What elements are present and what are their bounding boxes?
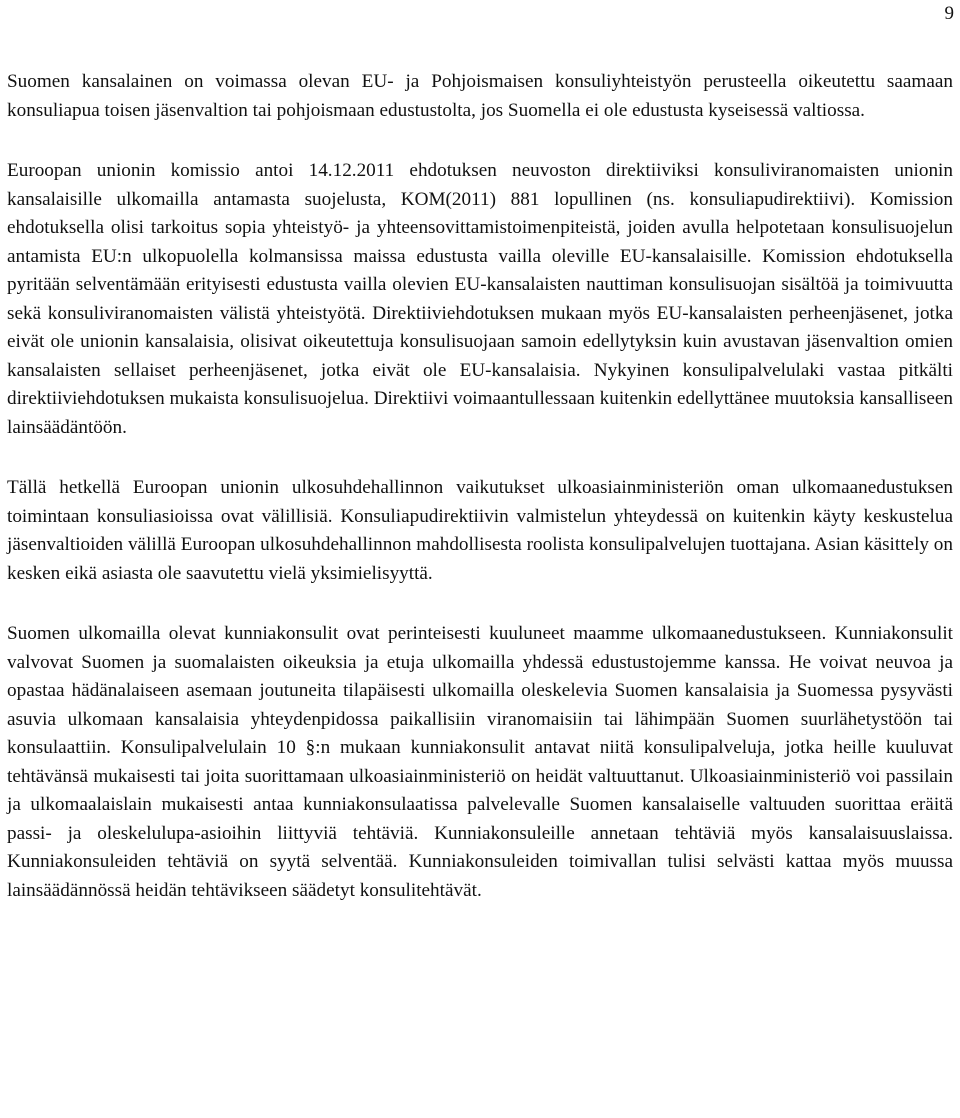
- page-number: 9: [944, 3, 954, 24]
- paragraph-honorary-consuls: Suomen ulkomailla olevat kunniakonsulit ovat perinteisesti kuuluneet maamme ulkomaanedustukseen. Kunniakonsulit valvovat Suomen ja suomalaisten oikeuksia ja etuja ulkomailla yhdessä edustustojemme kanssa. He voivat neuvoa ja opastaa hädänalaiseen asemaan joutuneita tilapäisesti ulkomailla oleskelevia Suomen kansalaisia ja Suomessa pysyvästi asuvia ulkomaan kansalaisia yhteydenpidossa paikallisiin viranomaisiin tai lähimpään Suomen suurlähetystöön tai konsulaattiin. Konsulipalvelulain 10 §:n mukaan kunniakonsulit antavat niitä konsulipalveluja, jotka heille kuuluvat tehtävänsä mukaisesti tai joita suorittamaan ulkoasiainministeriö on heidät valtuuttanut. Ulkoasiainministeriö voi passilain ja ulkomaalaislain mukaisesti antaa kunniakonsulaatissa palvelevalle Suomen kansalaiselle valtuuden suorittaa eräitä passi- ja oleskelulupa-asioihin liittyviä tehtäviä. Kunniakonsuleille annetaan tehtäviä myös kansalaisuuslaissa. Kunniakonsuleiden tehtäviä on syytä selventää. Kunniakonsuleiden toimivallan tulisi selvästi kattaa myös muussa lainsäädännössä heidän tehtävikseen säädetyt konsulitehtävät.: [7, 623, 953, 901]
- document-body: [7, 68, 953, 905]
- paragraph-consular-cooperation: Suomen kansalainen on voimassa olevan EU- ja Pohjoismaisen konsuliyhteistyön perusteella oikeutettu saamaan konsuliapua toisen jäsenvaltion tai pohjoismaan edustustolta, jos Suomella ei ole edustusta kyseisessä valtiossa.: [7, 71, 953, 121]
- paragraph-consular-directive: Euroopan unionin komissio antoi 14.12.2011 ehdotuksen neuvoston direktiiviksi konsuliviranomaisten unionin kansalaisille ulkomailla antamasta suojelusta, KOM(2011) 881 lopullinen (ns. konsuliapudirektiivi). Komission ehdotuksella olisi tarkoitus sopia yhteistyö- ja yhteensovittamistoimenpiteistä, joiden avulla helpotetaan konsulisuojelun antamista EU:n ulkopuolella kolmansissa maissa edustusta vailla oleville EU-kansalaisille. Komission ehdotuksella pyritään selventämään erityisesti edustusta vailla olevien EU-kansalaisten nauttiman konsulisuojan sisältöä ja toimivuutta sekä konsuliviranomaisten välistä yhteistyötä. Direktiiviehdotuksen mukaan myös EU-kansalaisten perheenjäsenet, jotka eivät ole unionin kansalaisia, olisivat oikeutettuja konsulisuojaan samoin edellytyksin kuin avustavan jäsenvaltion omien kansalaisten sellaiset perheenjäsenet, jotka eivät ole EU-kansalaisia. Nykyinen konsulipalvelulaki vastaa pitkälti direktiiviehdotuksen mukaista konsulisuojelua. Direktiivi voimaantullessaan kuitenkin edellyttänee muutoksia kansalliseen lainsäädäntöön.: [7, 160, 953, 438]
- paragraph-eu-external-action: Tällä hetkellä Euroopan unionin ulkosuhdehallinnon vaikutukset ulkoasiainministeriön oman ulkomaanedustuksen toimintaan konsuliasioissa ovat välillisiä. Konsuliapudirektiivin valmistelun yhteydessä on kuitenkin käyty keskustelua jäsenvaltioiden välillä Euroopan ulkosuhdehallinnon mahdollisesta roolista konsulipalvelujen tuottajana. Asian käsittely on kesken eikä asiasta ole saavutettu vielä yksimielisyyttä.: [7, 477, 953, 584]
